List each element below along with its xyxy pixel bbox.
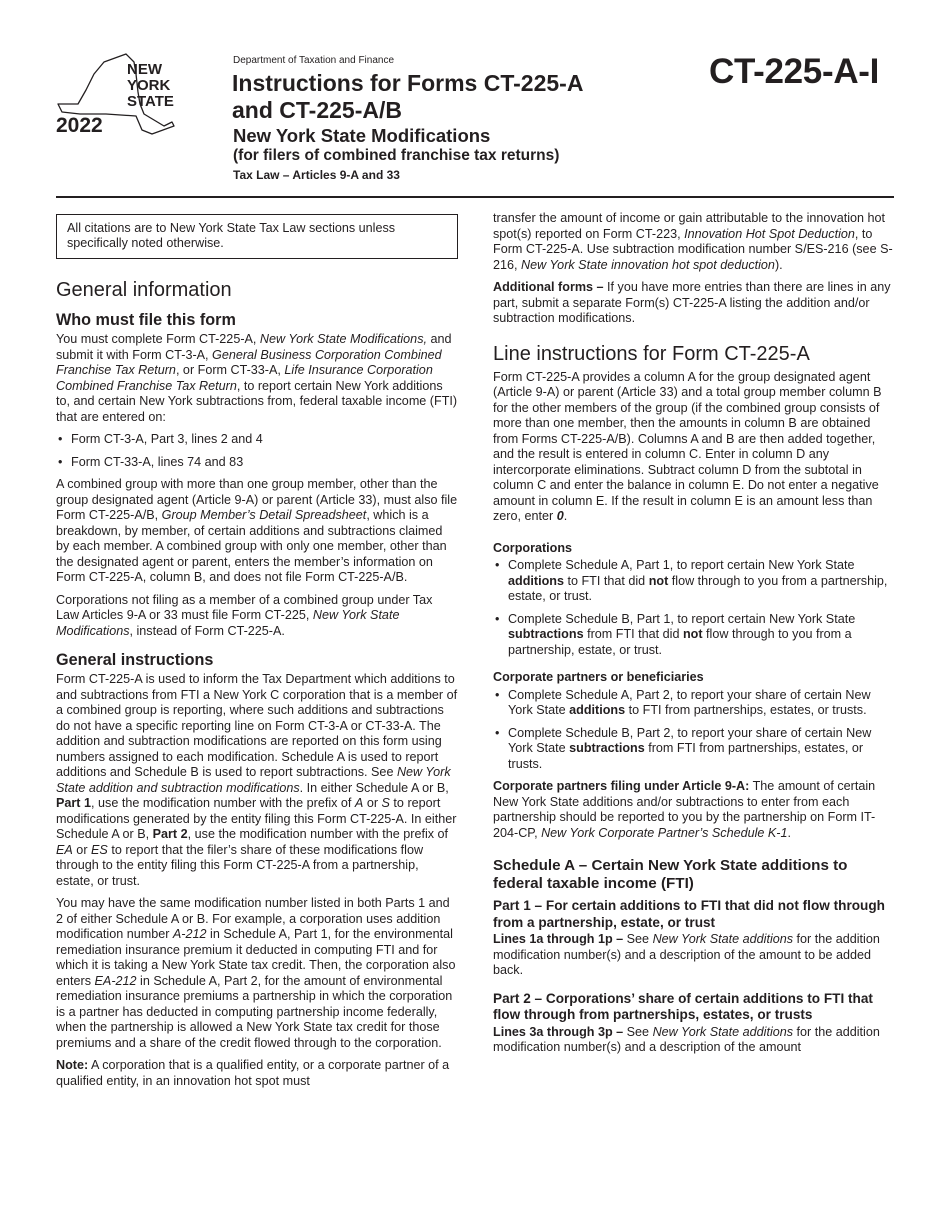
corporations-heading: Corporations [493,540,573,555]
additional-forms-paragraph: Additional forms – If you have more entries than there are lines in any part, submit a separate Form(s) CT-225-A listing the addition and/or subtraction modifications. [493,280,891,325]
left-column [56,214,458,1096]
who-must-file-paragraph-2: A combined group with more than one group member, other than the group designated agent (Article 9-A) or parent (Article 33), must also file Form CT-225-A/B, Group Member’s Detail Spreadsheet, which is a breakdown, by member, of certain additions and subtractions claimed by each member. A combined group with only one member, other than the designated agent or parent, enters the member’s information on Form CT-225-A, column B, and does not file Form CT-225-A/B. [56,477,458,584]
logo-line-state: STATE [127,93,174,110]
right-column [493,211,895,1063]
list-item: • Complete Schedule A, Part 1, to report certain New York State additions to FTI that did not flow through to you from a partnership, estate, or trust. [493,558,895,605]
document-title [232,70,583,124]
corporate-partners-list [493,688,895,773]
schedule-a-heading: Schedule A – Certain New York State additions to federal taxable income (FTI) [493,857,848,892]
form-identifier: CT-225-A-I [709,52,880,91]
tax-law-reference: Tax Law – Articles 9-A and 33 [233,168,400,182]
document-subtitle: New York State Modifications [233,125,491,146]
list-item: • Form CT-33-A, lines 74 and 83 [56,455,458,471]
article-9a-partners-paragraph: Corporate partners filing under Article 9-A: The amount of certain New York State additions and/or subtractions to enter from each partnership should be reported to you by the partnership on Form IT-204-CP, New York Corporate Partner’s Schedule K-1. [493,779,876,840]
logo-line-new: NEW [127,61,162,78]
general-instructions-heading: General instructions [56,651,214,669]
part-1-heading: Part 1 – For certain additions to FTI that did not flow through from a partnership, estate, or trust [493,898,885,930]
list-item: • Complete Schedule A, Part 2, to report your share of certain New York State additions to FTI from partnerships, estates, or trusts. [493,688,895,719]
corporate-partners-heading: Corporate partners or beneficiaries [493,670,704,684]
list-item: • Complete Schedule B, Part 1, to report certain New York State subtractions from FTI that did not flow through to you from a partnership, estate, or trust. [493,612,895,659]
corporations-list [493,558,895,658]
list-item: • Complete Schedule B, Part 2, to report your share of certain New York State subtractions from FTI from partnerships, estates, or trusts. [493,726,895,773]
title-line-1: Instructions for Forms CT-225-A [232,70,584,96]
logo-line-york: YORK [127,77,171,94]
line-instructions-paragraph: Form CT-225-A provides a column A for the group designated agent (Article 9-A) or parent (Article 33) and a total group member column B for the other members of the group (if the combined group consists of more than one member, then the amounts in column B are obtained from Forms CT-225-A/B). Columns A and B are then added together, and the result is entered in column C. Enter in column D any intercorporate eliminations. Subtract column D from the subtotal in column C and enter the balance in column E. Do not enter a negative amount in column E. If the result in column E is an amount less than zero, enter 0. [493,369,882,523]
general-instructions-paragraph-2: You may have the same modification number listed in both Parts 1 and 2 of either Schedule A or B. For example, a corporation uses addition modification number A-212 in Schedule A, Part 1, for the environmental remediation insurance premium it deducted in computing FTI and for which it is taking a New York State tax credit. Then, the corporation also enters EA-212 in Schedule A, Part 2, for the amount of environmental remediation insurance premiums a partnership in which the corporation is a partner has deducted in computing partnership income federally, when the partnership is allowed a New York State tax credit for those premiums and a share of the credit flowed through to the corporation. [56,896,456,1050]
part-2-lines-paragraph: Lines 3a through 3p – See New York State additions for the addition modification number(s) and a description of the amount [493,1024,880,1054]
filing-lines-list [56,432,458,470]
who-must-file-paragraph-1: You must complete Form CT-225-A, New York State Modifications, and submit it with Form CT-3-A, General Business Corporation Combined Franchise Tax Return, or Form CT-33-A, Life Insurance Corporation Combined Franchise Tax Return, to report certain New York additions to, and certain New York subtractions from, federal taxable income (FTI) that are entered on: [56,332,458,424]
document-subtitle-paren: (for filers of combined franchise tax returns) [233,147,560,164]
who-must-file-paragraph-3: Corporations not filing as a member of a combined group under Tax Law Articles 9-A or 33 must file Form CT-225, New York State Modifications, instead of Form CT-225-A. [56,592,433,638]
line-instructions-heading: Line instructions for Form CT-225-A [493,342,810,365]
logo-year: 2022 [56,114,103,136]
innovation-hot-spot-note: Note: A corporation that is a qualified entity, or a corporate partner of a qualified entity, in an innovation hot spot must [56,1058,450,1088]
general-instructions-paragraph-1: Form CT-225-A is used to inform the Tax Department which additions to and subtractions from FTI a New York C corporation that is a member of a combined group is reporting, where such additions and subtractions do not have a specific reporting line on Form CT-3-A or CT-33-A. The addition and subtraction modifications are reported on this form using numbers assigned to each modification. Schedule A is used to report additions and Schedule B is used to report subtractions. See New York State addition and subtraction modifications. In either Schedule A or B, Part 1, use the modification number with the prefix of A or S to report modifications generated by the entity filing this Form CT-225-A. In either Schedule A or B, Part 2, use the modification number with the prefix of EA or ES to report that the filer’s share of these modifications flow through to the entity filing this Form CT-225-A from a partnership, estate, or trust. [56,672,458,888]
part-1-lines-paragraph: Lines 1a through 1p – See New York State additions for the addition modification number(s) and a description of the amount to be added back. [493,932,880,977]
citation-notice-box: All citations are to New York State Tax Law sections unless specifically noted otherwise. [56,214,458,259]
general-information-heading: General information [56,279,232,301]
header-divider [56,196,894,198]
note-continuation-paragraph: transfer the amount of income or gain attributable to the innovation hot spot(s) reported on Form CT-223, Innovation Hot Spot Deduction, to Form CT-225-A. Use subtraction modification number S/ES-216 (see S-216, New York State innovation hot spot deduction). [493,211,893,272]
part-2-heading: Part 2 – Corporations’ share of certain additions to FTI that flow through from partnerships, estates, or trusts [493,990,873,1022]
who-must-file-heading: Who must file this form [56,311,236,329]
title-line-2: and CT-225-A/B [232,97,402,123]
new-york-state-logo [56,52,184,136]
department-name: Department of Taxation and Finance [233,55,395,66]
list-item: • Form CT-3-A, Part 3, lines 2 and 4 [56,432,458,448]
